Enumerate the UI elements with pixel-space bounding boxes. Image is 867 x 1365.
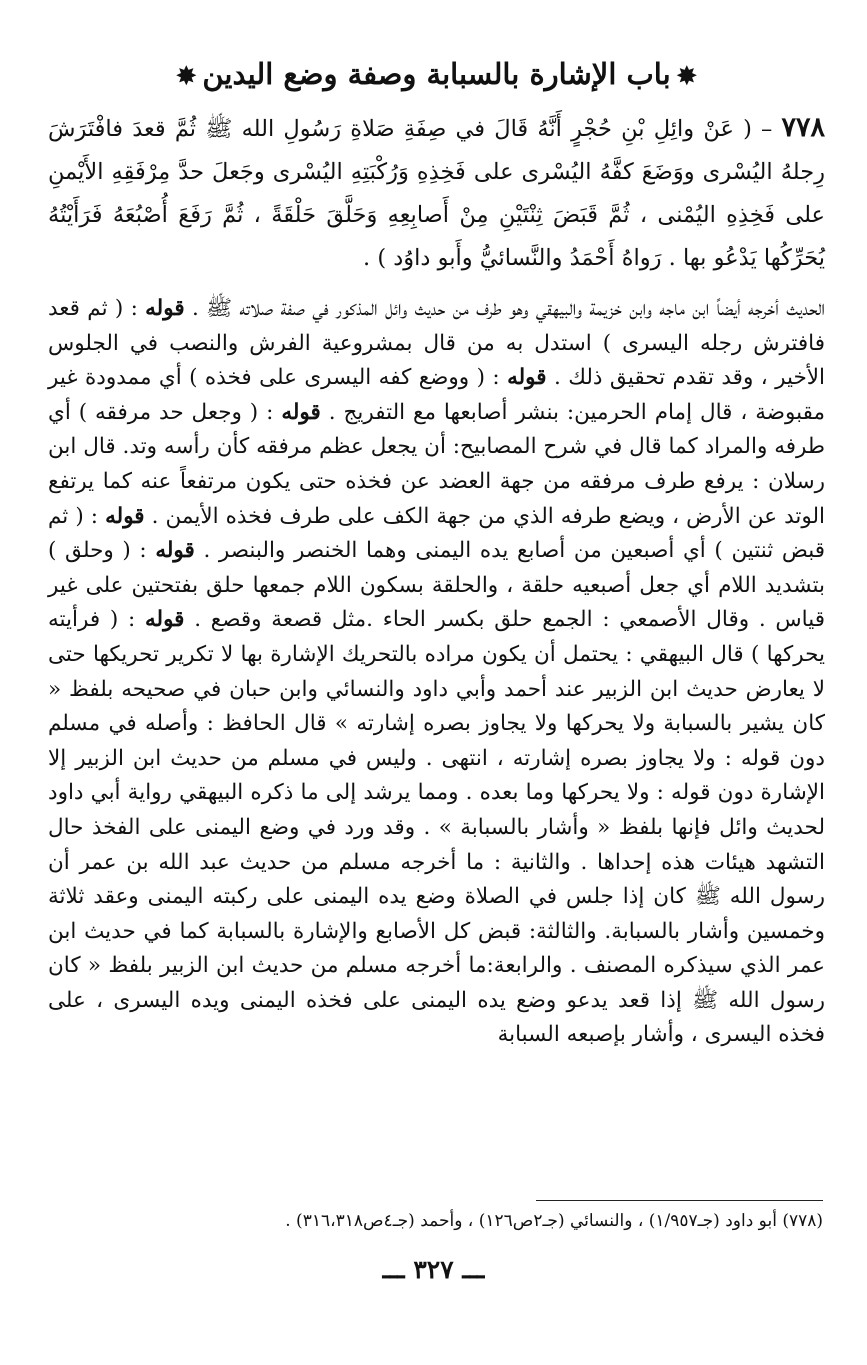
commentary-run: : ( ووضع كفه اليسرى على فخذه ) أي ممدودة غير مقبوضة ، قال إمام الحرمين: بنشر أصابعها مع التفريج . — [48, 365, 825, 425]
commentary-run: : ( ثم قبض ثنتين ) أي أصبعين من أصابع يده اليمنى وهما الخنصر والبنصر . — [48, 503, 826, 564]
keyword-qawluhu: قوله — [145, 296, 185, 321]
chapter-title — [48, 52, 825, 98]
footnote-divider — [536, 1200, 823, 1201]
commentary-run: : ( فرأيته يحركها ) قال البيهقي : يحتمل أن يكون مراده بالتحريك الإشارة بها لا تكرير تحريكها حتى لا يعارض حديث ابن الزبير عند أحمد وأبي داود والنسائي وابن حبان في صحيحه بلفظ « كان يشير بالسبابة ولا يحركها ولا يجاوز بصره إشارته » قال الحافظ : وأصله في مسلم دون قوله : ولا يجاوز بصره إشارته ، انتهى . وليس في مسلم من حديث ابن الزبير إلا الإشارة دون قوله : ولا يحركها وما بعده . ومما يرشد إلى ما ذكره البيهقي رواية أبي داود لحديث وائل فإنها بلفظ « وأشار بالسبابة » . وقد ورد في وضع اليمنى على الفخذ حال التشهد هيئات هذه إحداها . والثانية : ما أخرجه مسلم من حديث عبد الله بن عمر أن رسول الله ﷺ كان إذا جلس في الصلاة وضع يده اليمنى على ركبته اليمنى وعقد ثلاثة وخمسين وأشار بالسبابة. والثالثة: قبض كل الأصابع والإشارة بالسبابة كما في حديث ابن عمر الذي سيذكره المصنف . والرابعة:ما أخرجه مسلم من حديث ابن الزبير بلفظ « كان رسول الله ﷺ إذا قعد يدعو وضع يده اليمنى على فخذه اليمنى ويده اليسرى ، على فخذه اليسرى ، وأشار بإصبعه السبابة — [48, 607, 825, 1048]
chapter-title-text: باب الإشارة بالسبابة وصفة وضع اليدين — [202, 57, 671, 91]
commentary-run: : ( وجعل حد مرفقه ) أي طرفه والمراد كما قال في شرح المصابيح: أن يجعل عظم مرفقه كأن رأسه وتد. قال ابن رسلان : يرفع طرف مرفقه من جهة العضد عن فخذه حتى يكون مرتفعاً عنه كما يرتفع الوتد عن الأرض ، ويضع طرفه الذي من جهة الكف على طرف فخذه الأيمن . — [48, 399, 825, 529]
keyword-qawluhu: قوله — [281, 399, 321, 425]
commentary-run: : ( وحلق ) بتشديد اللام أي جعل أصبعيه حلقة ، والحلقة بسكون اللام جمعها حلق بفتحتين على غير قياس . وقال الأصمعي : الجمع حلق بكسر الحاء .مثل قصعة وقصع . — [48, 538, 825, 633]
hadith-text — [48, 106, 825, 280]
keyword-qawluhu: قوله — [507, 365, 547, 391]
commentary-text — [48, 292, 825, 1053]
keyword-qawluhu: قوله — [105, 503, 145, 529]
hadith-dash: – — [751, 116, 782, 142]
commentary-run: الحديث أخرجه أيضاً ابن ماجه وابن خزيمة والبيهقي وهو طرف من حديث وائل المذكور في صفة صلاته ﷺ . — [184, 296, 825, 321]
footnote: (٧٧٨) أبو داود (جـ١/٩٥٧) ، والنسائي (جـ٢ص١٢٦) ، وأحمد (جـ٤ص٣١٦،٣١٨) . — [285, 1211, 823, 1231]
commentary-run: : ( ثم قعد فافترش رجله اليسرى ) استدل به من قال بمشروعية الفرش والنصب في الجلوس الأخير ، وقد تقدم تحقيق ذلك . — [48, 296, 826, 391]
keyword-qawluhu: قوله — [155, 538, 195, 564]
hadith-body: ( عَنْ وائِلِ بْنِ حُجْرٍ أَنَّهُ قَالَ في صِفَةِ صَلاةِ رَسُولِ الله ﷺ ثُمَّ قعدَ فافْتَرَشَ رِجلهُ اليُسْرى ووَضَعَ كفَّهُ اليُسْرى على فَخِذِهِ وَرُكْبَتِهِ اليُسْرى وجَعلَ حدَّ مِرْفَقِهِ الأَيْمنِ على فَخِذِهِ اليُمْنى ، ثُمَّ قَبَضَ ثِنْتَيْنِ مِنْ أَصابِعِهِ وَحَلَّقَ حَلْقَةً ، ثُمَّ رَفَعَ أُصْبُعَهُ فَرَأَيْتُهُ يُحَرِّكُها يَدْعُو بها . رَواهُ أَحْمَدُ والنَّسائيُّ وأَبو داوُد ) . — [48, 116, 825, 271]
hadith-number: ٧٧٨ — [781, 112, 825, 143]
star-ornament-icon: ✸ — [676, 61, 697, 90]
page-number: ـــ ٣٢٧ ـــ — [382, 1255, 485, 1284]
star-ornament-icon: ✸ — [176, 61, 197, 90]
keyword-qawluhu: قوله — [145, 607, 185, 633]
